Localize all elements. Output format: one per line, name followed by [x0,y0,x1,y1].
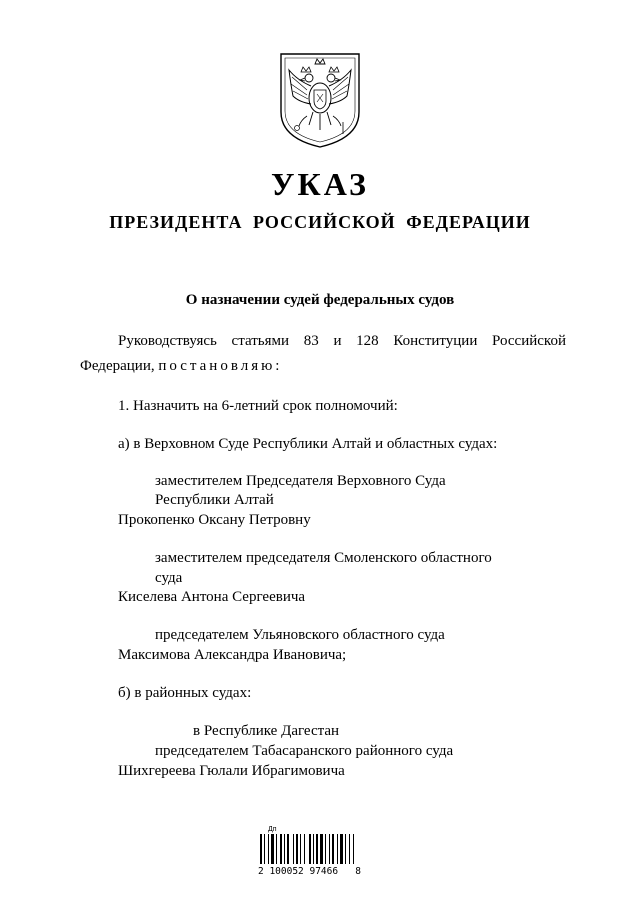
appointment-b-person: Шихгереева Гюлали Ибрагимовича [118,763,345,779]
document-subject: О назначении судей федеральных судов [185,292,455,308]
section-b: б) в районных судах: [118,685,252,701]
appointment-a2-position-1: заместителем председателя Смоленского областного [155,550,492,566]
appointment-a3-position: председателем Ульяновского областного суда [155,627,445,643]
barcode-caption: Дп [268,826,277,833]
preamble-line-2 [80,358,282,375]
appointment-a2-person: Киселева Антона Сергеевича [118,589,306,605]
appointment-b-position: председателем Табасаранского районного суда [155,743,454,759]
document-issuer: ПРЕЗИДЕНТА РОССИЙСКОЙ ФЕДЕРАЦИИ [109,212,531,232]
region-b: в Республике Дагестан [193,723,340,739]
barcode-icon [258,834,388,866]
appointment-a1-person: Прокопенко Оксану Петровну [118,512,311,528]
barcode-number: 2 100052 97466 8 [258,866,361,877]
preamble-line-1: Руководствуясь статьями 83 и 128 Конституции Российской [118,333,566,349]
appointment-a1-position-1: заместителем Председателя Верховного Суда [155,473,446,489]
clause-1: 1. Назначить на 6-летний срок полномочий: [118,398,398,414]
decree-word: постановляю: [158,358,283,374]
appointment-a3-person: Максимова Александра Ивановича; [118,647,347,663]
section-a: а) в Верховном Суде Республики Алтай и областных судах: [118,436,498,452]
preamble-line-2-start: Федерации, [80,358,159,374]
appointment-a2-position-2: суда [155,570,183,586]
russian-coat-of-arms-icon [277,50,363,150]
document-title: УКАЗ [271,166,369,202]
barcode-block [258,826,388,882]
appointment-a1-position-2: Республики Алтай [155,492,274,508]
